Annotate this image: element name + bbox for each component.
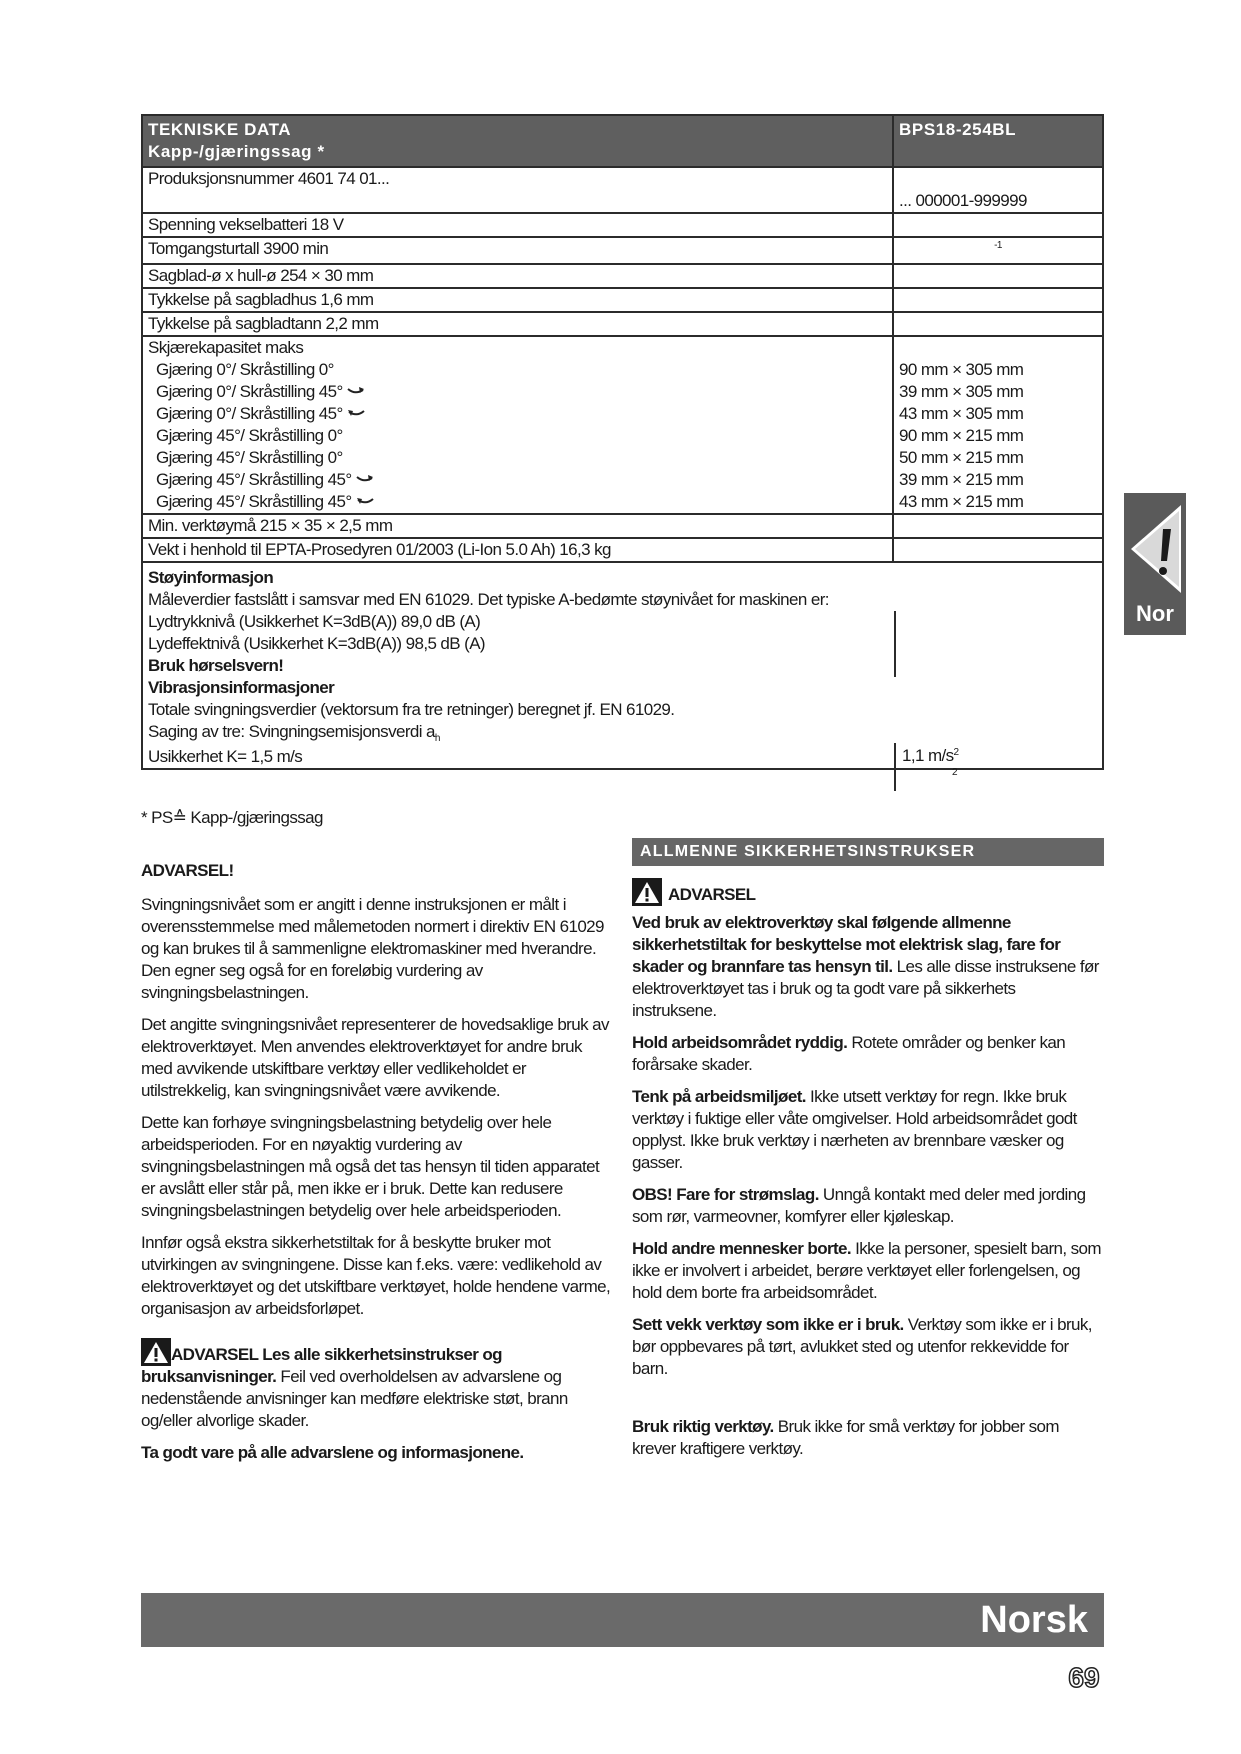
capacity-value: 90 mm × 305 mm xyxy=(899,360,1024,379)
spec-row-noise-vibration xyxy=(143,561,1102,778)
noise-protection: Bruk hørselsvern! xyxy=(148,656,284,675)
capacity-value: 90 mm × 215 mm xyxy=(899,426,1024,445)
warning-triangle-icon xyxy=(141,1338,171,1366)
spec-row-blade-tooth xyxy=(143,311,1102,335)
safety-warning-label-row xyxy=(632,878,1104,906)
vibration-uncertainty-sup: 2 xyxy=(952,767,957,778)
vibration-sawing-value: 1,1 m/s xyxy=(902,746,954,765)
spec-row-idle-speed xyxy=(143,236,1102,263)
left-column xyxy=(141,860,611,1474)
noise-intro: Måleverdier fastslått i samsvar med EN 61029. Det typiske A-bedømte støynivået for maskinen er: xyxy=(148,590,829,609)
bevel-left-icon xyxy=(347,385,365,397)
capacity-label: Gjæring 45°/ Skråstilling 0° xyxy=(156,426,343,445)
safety-intro-text: Les alle disse instruksene før elektroverktøyet tas i bruk og ta godt vare på sikkerhets instruksene. xyxy=(632,957,1099,1020)
safety-item-bold: Hold arbeidsområdet ryddig. xyxy=(632,1033,848,1052)
spec-model: BPS18-254BL xyxy=(899,120,1017,139)
vibration-divider xyxy=(894,743,896,791)
safety-section-heading: ALLMENNE SIKKERHETSINSTRUKSER xyxy=(632,838,1104,866)
left-paragraph: Det angitte svingningsnivået representerer de hovedsaklige bruk av elektroverktøyet. Men anvendes elektroverktøyet for andre bruk med avvikende utskiftbare verktøy eller vedlikeholdet er utilstrekkelig, kan svingningsnivået være avvikende. xyxy=(141,1015,609,1100)
safety-item-bold: Bruk riktig verktøy. xyxy=(632,1417,774,1436)
spec-capacity-title: Skjærekapasitet maks xyxy=(148,338,304,357)
spec-row-voltage xyxy=(143,212,1102,236)
spec-blade: Sagblad-ø x hull-ø 254 × 30 mm xyxy=(143,265,894,287)
noise-pressure: Lydtrykknivå (Usikkerhet K=3dB(A)) 89,0 dB (A) xyxy=(148,612,481,631)
capacity-label: Gjæring 45°/ Skråstilling 45° xyxy=(156,492,352,511)
safety-warning-label: ADVARSEL xyxy=(668,885,756,904)
footer-language: Norsk xyxy=(980,1599,1088,1641)
bevel-left-icon xyxy=(356,473,374,485)
vibration-title: Vibrasjonsinformasjoner xyxy=(148,678,335,697)
vibration-uncertainty: Usikkerhet K= 1,5 m/s xyxy=(148,747,303,766)
spec-row-capacity xyxy=(143,335,1102,513)
bevel-right-icon xyxy=(347,407,365,419)
noise-title: Støyinformasjon xyxy=(148,568,274,587)
page-number: 69 xyxy=(1068,1662,1100,1693)
spec-weight: Vekt i henhold til EPTA-Prosedyren 01/2003 (Li-Ion 5.0 Ah) 16,3 kg xyxy=(143,539,894,561)
bevel-right-icon xyxy=(356,495,374,507)
general-warning-bold: ADVARSEL Les alle sikkerhetsinstrukser og bruksanvisninger. xyxy=(141,1345,502,1386)
safety-item-text: Rotete områder og benker kan forårsake skader. xyxy=(632,1033,1066,1074)
language-side-tab xyxy=(1124,493,1186,635)
safety-item-text: Ikke utsett verktøy for regn. Ikke bruk verktøy i fuktige eller våte omgivelser. Hold arbeidsområdet godt opplyst. Ikke bruk verktøy i nærheten av brennbare væsker og gasser. xyxy=(632,1087,1077,1172)
safety-item-text: Ikke la personer, spesielt barn, som ikke er involvert i arbeidet, berøre verktøyet eller forlengelsen, og hold dem borte fra arbeidsområdet. xyxy=(632,1239,1101,1302)
left-paragraph: Dette kan forhøye svingningsbelastning betydelig over hele arbeidsperioden. For en nøyaktig vurdering av svingningsbelastningen må også det tas hensyn til tiden apparatet er avslått eller står på, men ikke er i bruk. Dette kan redusere svingningsbelastningen betydelig over hele arbeidsperioden. xyxy=(141,1113,600,1220)
warning-triangle-icon xyxy=(632,878,662,906)
safety-intro-bold: Ved bruk av elektroverktøy skal følgende allmenne sikkerhetstiltak for beskyttelse mot elektrisk slag, fare for skader og brannfare tas hensyn til. xyxy=(632,913,1061,976)
spec-row-blade xyxy=(143,263,1102,287)
footer-bar xyxy=(141,1593,1104,1647)
capacity-label: Gjæring 0°/ Skråstilling 45° xyxy=(156,404,343,423)
right-column xyxy=(632,838,1104,1470)
spec-idle-speed-sup: -1 xyxy=(994,240,1002,251)
vibration-sawing-sub: h xyxy=(434,733,440,744)
capacity-value: 50 mm × 215 mm xyxy=(899,448,1024,467)
spec-blade-body: Tykkelse på sagbladhus 1,6 mm xyxy=(143,289,894,311)
noise-power: Lydeffektnivå (Usikkerhet K=3dB(A)) 98,5 dB (A) xyxy=(148,634,485,653)
safety-item-bold: Tenk på arbeidsmiljøet. xyxy=(632,1087,806,1106)
vibration-intro: Totale svingningsverdier (vektorsum fra tre retninger) beregnet jf. EN 61029. xyxy=(148,700,675,719)
warning-exclamation-icon xyxy=(1127,501,1183,597)
left-paragraph: Innfør også ekstra sikkerhetstiltak for å beskytte bruker mot utvirkingen av svingningene. Disse kan f.eks. være: vedlikehold av elektroverktøyet og det utskiftbare verktøyet, holde hendene varme, organisasjon av arbeidsforløpet. xyxy=(141,1233,611,1318)
capacity-label: Gjæring 0°/ Skråstilling 45° xyxy=(156,382,343,401)
vibration-sawing-value-sup: 2 xyxy=(953,747,959,758)
spec-min-bench: Min. verktøymå 215 × 35 × 2,5 mm xyxy=(143,515,894,537)
spec-blade-tooth: Tykkelse på sagbladtann 2,2 mm xyxy=(143,313,894,335)
capacity-value: 43 mm × 215 mm xyxy=(899,492,1024,511)
safety-item-bold: Hold andre mennesker borte. xyxy=(632,1239,852,1258)
general-warning-text: Feil ved overholdelsen av advarslene og nedenstående anvisninger kan medføre elektriske støt, brann og/eller alvorlige skader. xyxy=(141,1367,568,1430)
capacity-value: 39 mm × 305 mm xyxy=(899,382,1024,401)
spec-voltage: Spenning vekselbatteri 18 V xyxy=(143,214,894,236)
spec-header-subtitle: Kapp-/gjæringssag * xyxy=(148,142,325,161)
left-paragraph: Svingningsnivået som er angitt i denne instruksjonen er målt i overensstemmelse med målemetoden normert i direktiv EN 61029 og kan brukes til å sammenligne elektromaskiner med hverandre. Den egner seg også for en foreløbig vurdering av svingningsbelastningen. xyxy=(141,895,604,1002)
capacity-label: Gjæring 0°/ Skråstilling 0° xyxy=(156,360,334,379)
noise-divider xyxy=(894,611,896,677)
capacity-value: 43 mm × 305 mm xyxy=(899,404,1024,423)
side-tab-label: Nor xyxy=(1136,601,1174,626)
spec-row-min-bench xyxy=(143,513,1102,537)
spec-row-production xyxy=(143,166,1102,212)
spec-production-label: Produksjonsnummer 4601 74 01... xyxy=(143,168,894,212)
safety-item-bold: OBS! Fare for strømslag. xyxy=(632,1185,819,1204)
capacity-value: 39 mm × 215 mm xyxy=(899,470,1024,489)
safety-item-bold: Sett vekk verktøy som ikke er i bruk. xyxy=(632,1315,904,1334)
spec-production-value: ... 000001-999999 xyxy=(899,191,1027,210)
spec-row-weight xyxy=(143,537,1102,561)
vibration-sawing: Saging av tre: Svingningsemisjonsverdi a xyxy=(148,722,435,741)
safety-item-text: Verktøy som ikke er i bruk, bør oppbevares på tørt, avlukket sted og utenfor rekkevidde for barn. xyxy=(632,1315,1092,1378)
spec-header-row xyxy=(143,116,1102,166)
spec-table xyxy=(141,114,1104,778)
capacity-label: Gjæring 45°/ Skråstilling 0° xyxy=(156,448,343,467)
vibration-warning-heading: ADVARSEL! xyxy=(141,861,234,880)
safety-item-text: Unngå kontakt med deler med jording som rør, varmeovner, komfyrer eller kjøleskap. xyxy=(632,1185,1086,1226)
capacity-label: Gjæring 45°/ Skråstilling 45° xyxy=(156,470,352,489)
spec-row-blade-body xyxy=(143,287,1102,311)
safety-item-text: Bruk ikke for små verktøy for jobber som krever kraftigere verktøy. xyxy=(632,1417,1059,1458)
spec-header-title: TEKNISKE DATA xyxy=(148,120,292,139)
spec-idle-speed: Tomgangsturtall 3900 min xyxy=(143,238,894,263)
keep-instructions: Ta godt vare på alle advarslene og informasjonene. xyxy=(141,1443,524,1462)
footnote: * PS≙ Kapp-/gjæringssag xyxy=(141,808,323,827)
